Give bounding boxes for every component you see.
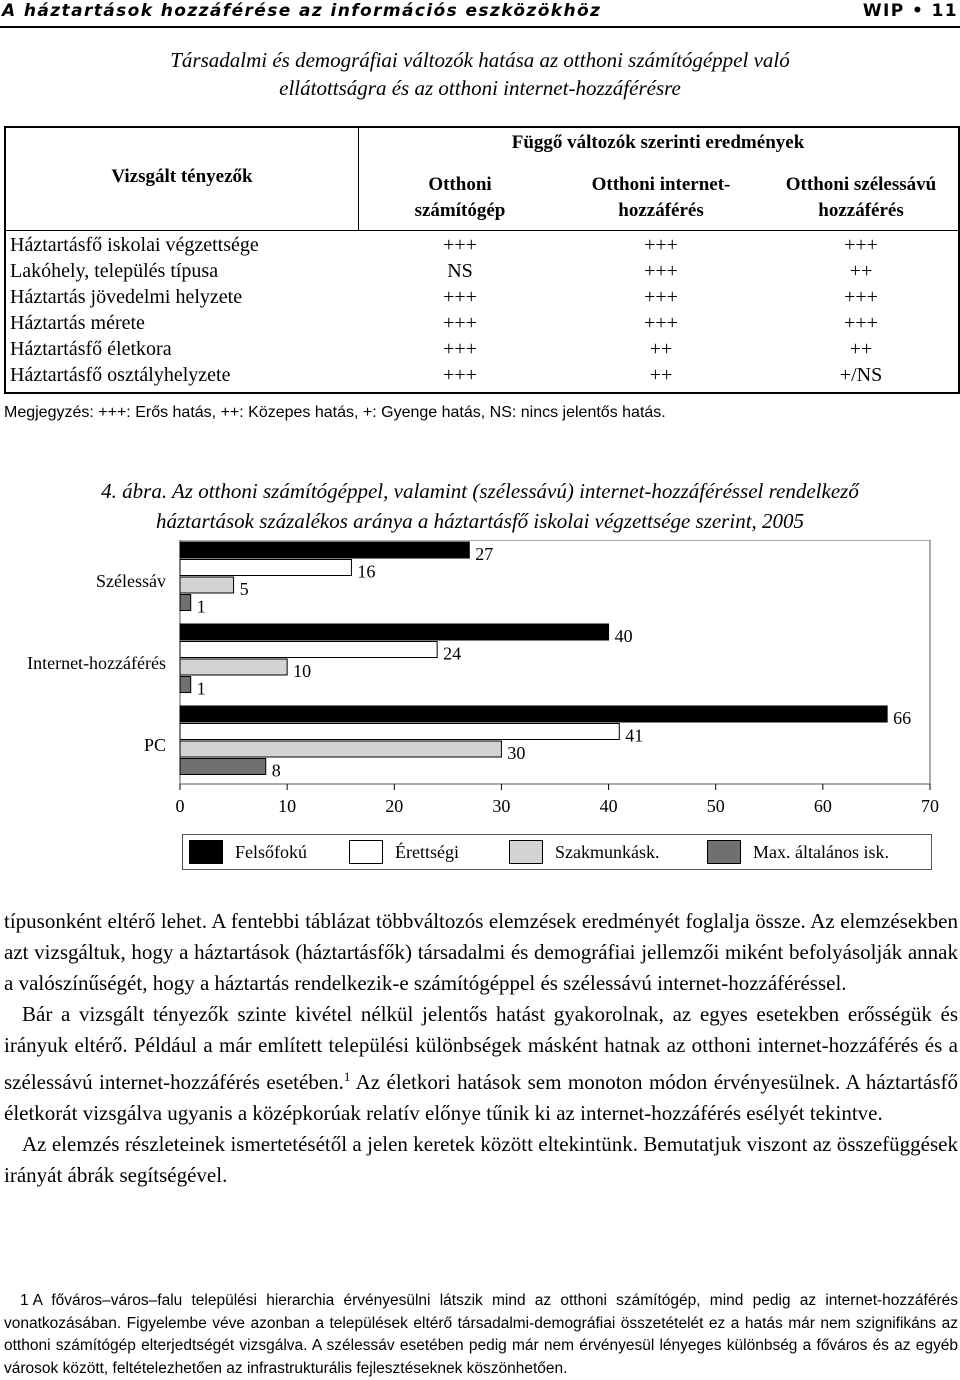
cell-broadband: ++	[849, 338, 873, 360]
legend-label: Szakmunkásk.	[555, 841, 660, 862]
legend-label: Max. általános isk.	[753, 841, 889, 862]
category-label: Internet-hozzáférés	[27, 653, 166, 673]
footnote-text: A főváros–város–falu települési hierarchia érvényesülni látszik mind az otthoni számítógép, mind pedig az internet-hozzáférés vonatkozásában. Figyelembe véve azonban a települések eltérő társadalmi-demográfiai összetételét ez a hatás már nem szignifikáns az otthoni számítógép elterjedtségét vizsgálva. A szélessáv esetében pedig már nem érvényesül lényeges különbség a főváros és az egyéb városok között, feltételezhetően az infrastrukturális fejlesztéseknek köszönhetően.	[4, 1292, 958, 1377]
col-header-internet-line-2: hozzáférés	[618, 200, 704, 221]
results-table	[4, 126, 960, 394]
bar-value-label: 1	[196, 596, 206, 617]
cell-broadband: +++	[844, 312, 878, 334]
x-tick-label: 20	[385, 796, 404, 816]
x-tick-label: 40	[599, 796, 618, 816]
bar-value-label: 10	[293, 661, 312, 681]
paragraph	[4, 999, 958, 1129]
bar-value-label: 41	[625, 725, 644, 746]
legend-label: Érettségi	[395, 841, 459, 862]
figure-title	[0, 476, 960, 536]
footnote	[4, 1290, 958, 1380]
legend-label: Felsőfokú	[235, 841, 307, 862]
bar-value-label: 27	[475, 544, 494, 564]
table-note: Megjegyzés: +++: Erős hatás, ++: Közepes hatás, +: Gyenge hatás, NS: nincs jelentős hatás.	[4, 404, 666, 421]
bar	[180, 642, 437, 658]
legend-item	[509, 840, 659, 864]
col-header-broadband-line-1: Otthoni szélessávú	[785, 174, 937, 195]
cell-internet: ++	[649, 364, 673, 386]
col-header-broadband-line-2: hozzáférés	[818, 200, 904, 221]
figure-title-line-1: 4. ábra. Az otthoni számítógéppel, valamint (szélessávú) internet-hozzáféréssel rendelkező	[101, 479, 859, 503]
footnote-ref: 1	[343, 1069, 351, 1084]
legend-swatch	[707, 840, 741, 864]
cell-internet: +++	[644, 312, 678, 334]
cell-broadband: +++	[844, 234, 878, 256]
bar	[180, 677, 191, 693]
table-title-line-1: Társadalmi és demográfiai változók hatása az otthoni számítógéppel való	[170, 48, 790, 72]
cell-computer: +++	[443, 312, 477, 334]
col-header-internet-line-1: Otthoni internet-	[591, 174, 731, 195]
figure-title-line-2: háztartások százalékos aránya a háztartásfő iskolai végzettsége szerint, 2005	[155, 509, 805, 533]
bar	[180, 706, 887, 722]
bar	[180, 560, 351, 576]
legend-item	[349, 840, 459, 864]
chart-legend	[182, 834, 932, 870]
paragraph-part: Az életkori hatások sem monoton módon érvényesülnek. A háztartásfő életkorát vizsgálva ugyanis a középkorúak relatív előnye tűnik ki az internet-hozzáférés esélyét tekintve.	[4, 1070, 958, 1125]
bar-value-label: 16	[357, 561, 376, 582]
col-header-computer-line-1: Otthoni	[428, 174, 492, 195]
bar-value-label: 1	[196, 678, 206, 699]
legend-swatch	[509, 840, 543, 864]
group-header: Függő változók szerinti eredmények	[511, 132, 805, 153]
footnote-number: 1	[20, 1292, 29, 1309]
bar-value-label: 8	[271, 760, 281, 781]
table-header-divider	[6, 230, 958, 231]
x-tick-label: 30	[492, 796, 511, 816]
factor-header: Vizsgált tényezők	[111, 166, 253, 187]
x-tick-label: 60	[813, 796, 832, 816]
cell-computer: +++	[443, 338, 477, 360]
cell-internet: +++	[644, 234, 678, 256]
legend-item	[189, 840, 307, 864]
bar-value-label: 40	[614, 626, 633, 646]
bar	[180, 595, 191, 611]
row-label: Háztartás jövedelmi helyzete	[10, 286, 243, 308]
x-tick-label: 50	[706, 796, 725, 816]
col-header-computer-line-2: számítógép	[414, 200, 506, 221]
row-label: Háztartásfő életkora	[10, 338, 172, 360]
bar	[180, 724, 619, 740]
cell-internet: +++	[644, 260, 678, 282]
bar	[180, 741, 501, 757]
bar	[180, 759, 266, 775]
x-tick-label: 70	[921, 796, 939, 816]
bar	[180, 577, 234, 593]
row-label: Háztartásfő osztályhelyzete	[10, 364, 231, 386]
legend-swatch	[189, 840, 223, 864]
cell-broadband: ++	[849, 260, 873, 282]
row-label: Háztartásfő iskolai végzettsége	[10, 234, 259, 256]
bar	[180, 624, 609, 640]
page-header	[0, 0, 960, 28]
page-number: WIP • 11	[862, 1, 958, 21]
x-tick-label: 10	[278, 796, 297, 816]
cell-computer: +++	[443, 286, 477, 308]
row-label: Lakóhely, település típusa	[10, 260, 219, 282]
bar-value-label: 24	[443, 643, 462, 664]
table-title	[0, 46, 960, 102]
cell-broadband: +++	[844, 286, 878, 308]
cell-computer: +++	[443, 234, 477, 256]
paragraph-part: Bár a vizsgált tényezők szinte kivétel nélkül jelentős hatást gyakorolnak, az egyes esetekben erősségük és irányuk eltérő. Például a már említett települési különbségek másként hatnak az otthoni internet-hozzáférés és a szélessávú internet-hozzáférés esetében.	[4, 1002, 958, 1094]
bar-chart	[0, 540, 960, 830]
bar-value-label: 66	[893, 708, 912, 728]
col-header-broadband	[766, 172, 956, 224]
legend-item	[707, 840, 889, 864]
paragraph: típusonként eltérő lehet. A fentebbi táblázat többváltozós elemzések eredményét foglalja össze. Az elemzésekben azt vizsgáltuk, hogy a háztartások (háztartásfők) társadalmi és demográfiai jellemzői miként befolyásolják annak a valószínűségét, hogy a háztartás rendelkezik-e számítógéppel és szélessávú internet-hozzáféréssel.	[4, 909, 958, 995]
category-label: Szélessáv	[96, 571, 166, 591]
cell-internet: ++	[649, 338, 673, 360]
row-label: Háztartás mérete	[10, 312, 145, 334]
col-header-internet	[566, 172, 756, 224]
cell-internet: +++	[644, 286, 678, 308]
x-tick-label: 0	[175, 796, 185, 816]
bar-value-label: 30	[507, 743, 526, 763]
legend-swatch	[349, 840, 383, 864]
cell-broadband: +/NS	[839, 364, 883, 386]
bar	[180, 542, 469, 558]
col-header-computer	[380, 172, 540, 224]
bar-value-label: 5	[239, 579, 249, 599]
bar	[180, 659, 287, 675]
body-text	[4, 906, 958, 1191]
category-label: PC	[143, 735, 166, 755]
cell-computer: +++	[443, 364, 477, 386]
table-title-line-2: ellátottságra és az otthoni internet-hozzáférésre	[279, 76, 681, 100]
running-title: A háztartások hozzáférése az információs eszközökhöz	[2, 1, 602, 21]
cell-computer: NS	[447, 260, 473, 282]
paragraph: Az elemzés részleteinek ismertetésétől a jelen keretek között eltekintünk. Bemutatjuk viszont az összefüggések irányát ábrák segítségével.	[4, 1132, 958, 1187]
